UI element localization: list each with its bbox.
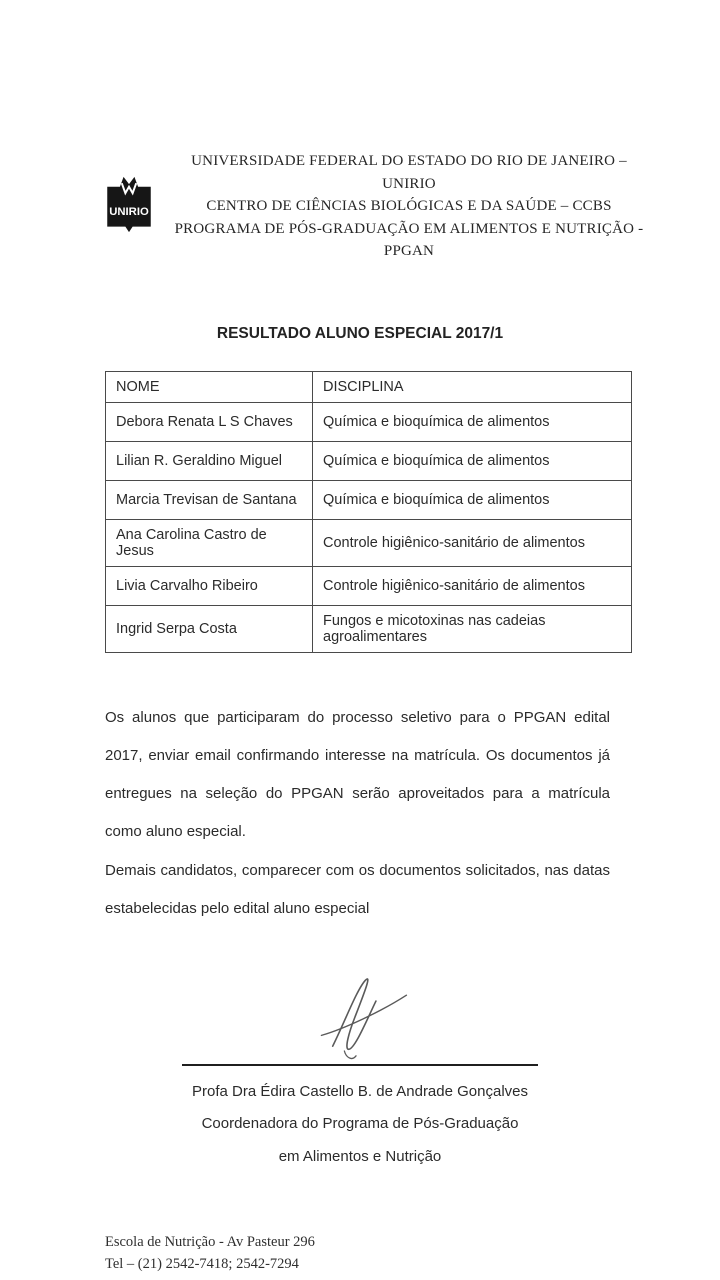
unirio-logo bbox=[100, 172, 158, 241]
table-row bbox=[106, 402, 632, 441]
signer-role-line1: Coordenadora do Programa de Pós-Graduação bbox=[201, 1115, 519, 1133]
cell-disciplina: Controle higiênico-sanitário de alimentos bbox=[313, 519, 632, 566]
cell-nome: Ana Carolina Castro de Jesus bbox=[106, 519, 313, 566]
results-table bbox=[105, 371, 632, 653]
signer-name: Profa Dra Édira Castello B. de Andrade Gonçalves bbox=[191, 1083, 528, 1100]
unirio-logo-text: UNIRIO bbox=[109, 205, 149, 218]
body-text bbox=[105, 699, 610, 929]
unirio-logo-icon bbox=[100, 172, 158, 236]
program-name: PROGRAMA DE PÓS-GRADUAÇÃO EM ALIMENTOS E NUTRIÇÃO - PPGAN bbox=[174, 220, 644, 259]
footer-phone: Tel – (21) 2542-7418; 2542-7294 bbox=[105, 1256, 299, 1273]
signature-area bbox=[0, 966, 720, 1062]
cell-nome: Lilian R. Geraldino Miguel bbox=[106, 441, 313, 480]
column-header-disciplina: DISCIPLINA bbox=[313, 371, 632, 402]
page-title: RESULTADO ALUNO ESPECIAL 2017/1 bbox=[216, 324, 504, 342]
cell-disciplina: Controle higiênico-sanitário de alimentos bbox=[313, 566, 632, 605]
handwritten-signature-icon bbox=[298, 962, 434, 1067]
signer-role-line2: em Alimentos e Nutrição bbox=[278, 1147, 442, 1165]
table-row bbox=[106, 519, 632, 566]
signature-block bbox=[0, 1076, 720, 1173]
table-row bbox=[106, 605, 632, 652]
cell-nome: Debora Renata L S Chaves bbox=[106, 402, 313, 441]
footer bbox=[105, 1231, 720, 1276]
footer-address: Escola de Nutrição - Av Pasteur 296 bbox=[105, 1233, 315, 1250]
column-header-nome: NOME bbox=[106, 371, 313, 402]
table-header-row bbox=[106, 371, 632, 402]
signature-line bbox=[182, 1064, 538, 1066]
cell-nome: Marcia Trevisan de Santana bbox=[106, 480, 313, 519]
cell-nome: Ingrid Serpa Costa bbox=[106, 605, 313, 652]
university-name: UNIVERSIDADE FEDERAL DO ESTADO DO RIO DE JANEIRO – UNIRIO bbox=[191, 153, 627, 192]
cell-disciplina: Química e bioquímica de alimentos bbox=[313, 480, 632, 519]
center-name: CENTRO DE CIÊNCIAS BIOLÓGICAS E DA SAÚDE – CCBS bbox=[206, 198, 612, 214]
letterhead bbox=[100, 150, 650, 263]
instructions-paragraph-1: Os alunos que participaram do processo seletivo para o PPGAN edital 2017, enviar email confirmando interesse na matrícula. Os documentos já entregues na seleção do PPGAN serão aproveitados para a matrícula como aluno especial. bbox=[105, 708, 610, 841]
cell-nome: Livia Carvalho Ribeiro bbox=[106, 566, 313, 605]
table-row bbox=[106, 441, 632, 480]
cell-disciplina: Química e bioquímica de alimentos bbox=[313, 402, 632, 441]
letterhead-text bbox=[168, 150, 650, 263]
cell-disciplina: Fungos e micotoxinas nas cadeias agroalimentares bbox=[313, 605, 632, 652]
instructions-paragraph-2: Demais candidatos, comparecer com os documentos solicitados, nas datas estabelecidas pelo edital aluno especial bbox=[105, 861, 610, 917]
cell-disciplina: Química e bioquímica de alimentos bbox=[313, 441, 632, 480]
table-row bbox=[106, 480, 632, 519]
table-row bbox=[106, 566, 632, 605]
